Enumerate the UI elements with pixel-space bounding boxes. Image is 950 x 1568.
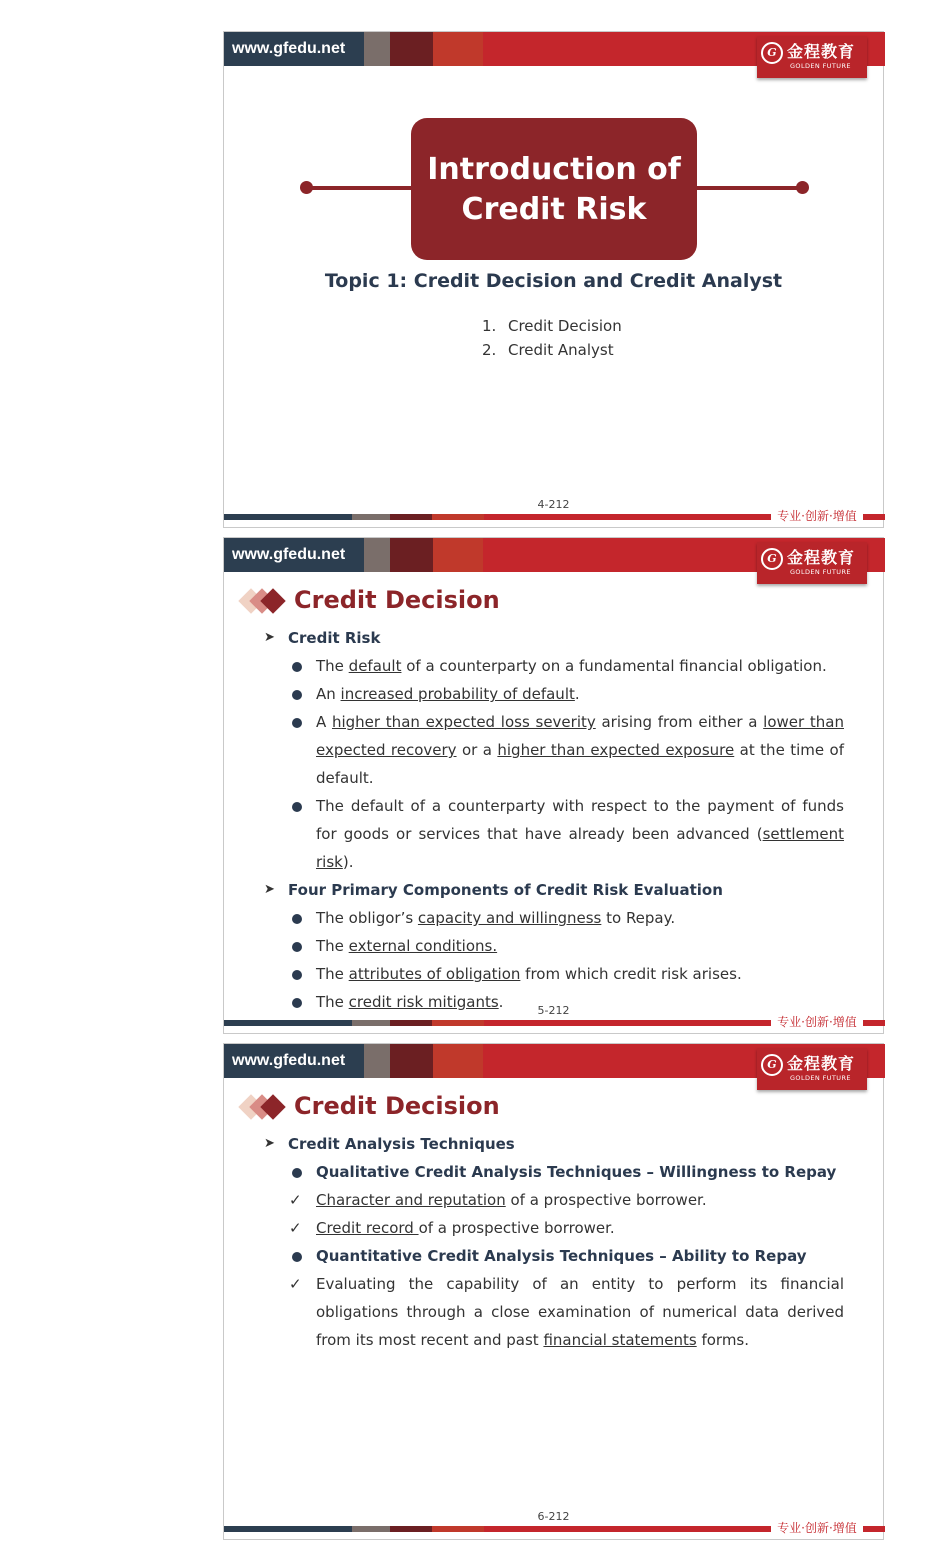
toc-item: 2. Credit Analyst xyxy=(482,341,614,359)
list-item: A higher than expected loss severity arising from either a lower than expected recovery or a higher than expected exposure at the time of default. xyxy=(264,708,844,792)
bullet-icon xyxy=(292,802,302,812)
list-item: The external conditions. xyxy=(264,932,844,960)
arrow-bullet-icon: ➤ xyxy=(264,1136,275,1151)
slogan: 专业·创新·增值 xyxy=(771,507,863,524)
logo-cn: 金程教育 xyxy=(787,548,856,567)
brand-logo xyxy=(757,542,867,584)
bullet-icon xyxy=(292,942,302,952)
site-url: www.gfedu.net xyxy=(232,546,346,563)
slide-1 xyxy=(223,31,884,528)
list-item: The default of a counterparty with respect to the payment of funds for goods or services that have already been advanced (settlement risk). xyxy=(264,792,844,876)
toc-item: 1. Credit Decision xyxy=(482,317,622,335)
check-icon: ✓ xyxy=(289,1275,302,1293)
section-title-line2: Credit Risk xyxy=(461,192,647,227)
logo-mark-icon: G xyxy=(761,1054,783,1076)
logo-cn: 金程教育 xyxy=(787,42,856,61)
list-item: ✓ Character and reputation of a prospective borrower. xyxy=(264,1186,844,1214)
page-number: 5-212 xyxy=(537,1004,570,1017)
bullet-icon xyxy=(292,662,302,672)
topic-heading: Topic 1: Credit Decision and Credit Analyst xyxy=(324,270,783,292)
page-number: 4-212 xyxy=(537,498,570,511)
list-item: The attributes of obligation from which credit risk arises. xyxy=(264,960,844,988)
logo-en: GOLDEN FUTURE xyxy=(790,1074,851,1082)
bullet-icon xyxy=(292,718,302,728)
list-item: The default of a counterparty on a fundamental financial obligation. xyxy=(264,652,844,680)
check-icon: ✓ xyxy=(289,1191,302,1209)
logo-mark-icon: G xyxy=(761,42,783,64)
list-item: The obligor’s capacity and willingness to Repay. xyxy=(264,904,844,932)
site-url: www.gfedu.net xyxy=(232,40,346,57)
section-title-box xyxy=(411,118,697,260)
arrow-bullet-icon: ➤ xyxy=(264,630,275,645)
slide-title-text: Credit Decision xyxy=(294,1092,500,1120)
site-url: www.gfedu.net xyxy=(232,1052,346,1069)
bullet-icon xyxy=(292,914,302,924)
bullet-icon xyxy=(292,970,302,980)
list-item: Qualitative Credit Analysis Techniques – Willingness to Repay xyxy=(264,1158,844,1186)
title-dot-right xyxy=(796,181,809,194)
slogan: 专业·创新·增值 xyxy=(771,1519,863,1536)
slide-content xyxy=(264,624,844,1016)
bullet-icon xyxy=(292,690,302,700)
section-heading: ➤ Credit Analysis Techniques xyxy=(264,1130,844,1158)
section-heading: ➤ Four Primary Components of Credit Risk Evaluation xyxy=(264,876,844,904)
list-item: ✓ Evaluating the capability of an entity to perform its financial obligations through a close examination of numerical data derived from its most recent and past financial statements forms. xyxy=(264,1270,844,1354)
list-item: The credit risk mitigants. xyxy=(264,988,844,1016)
logo-en: GOLDEN FUTURE xyxy=(790,62,851,70)
slide-content xyxy=(264,1130,844,1354)
brand-logo xyxy=(757,36,867,78)
check-icon: ✓ xyxy=(289,1219,302,1237)
toc-list xyxy=(482,314,622,362)
list-item: An increased probability of default. xyxy=(264,680,844,708)
page-number: 6-212 xyxy=(537,1510,570,1523)
bullet-icon xyxy=(292,1168,302,1178)
logo-en: GOLDEN FUTURE xyxy=(790,568,851,576)
logo-cn: 金程教育 xyxy=(787,1054,856,1073)
bullet-icon xyxy=(292,1252,302,1262)
logo-mark-icon: G xyxy=(761,548,783,570)
slide-title-text: Credit Decision xyxy=(294,586,500,614)
slide-3 xyxy=(223,1043,884,1540)
arrow-bullet-icon: ➤ xyxy=(264,882,275,897)
title-line-right xyxy=(694,186,802,190)
slogan: 专业·创新·增值 xyxy=(771,1013,863,1030)
title-line-left xyxy=(306,186,414,190)
section-title-line1: Introduction of xyxy=(427,152,681,187)
list-item: Quantitative Credit Analysis Techniques – Ability to Repay xyxy=(264,1242,844,1270)
list-item: ✓ Credit record of a prospective borrower. xyxy=(264,1214,844,1242)
section-heading: ➤ Credit Risk xyxy=(264,624,844,652)
slide-2 xyxy=(223,537,884,1034)
brand-logo xyxy=(757,1048,867,1090)
